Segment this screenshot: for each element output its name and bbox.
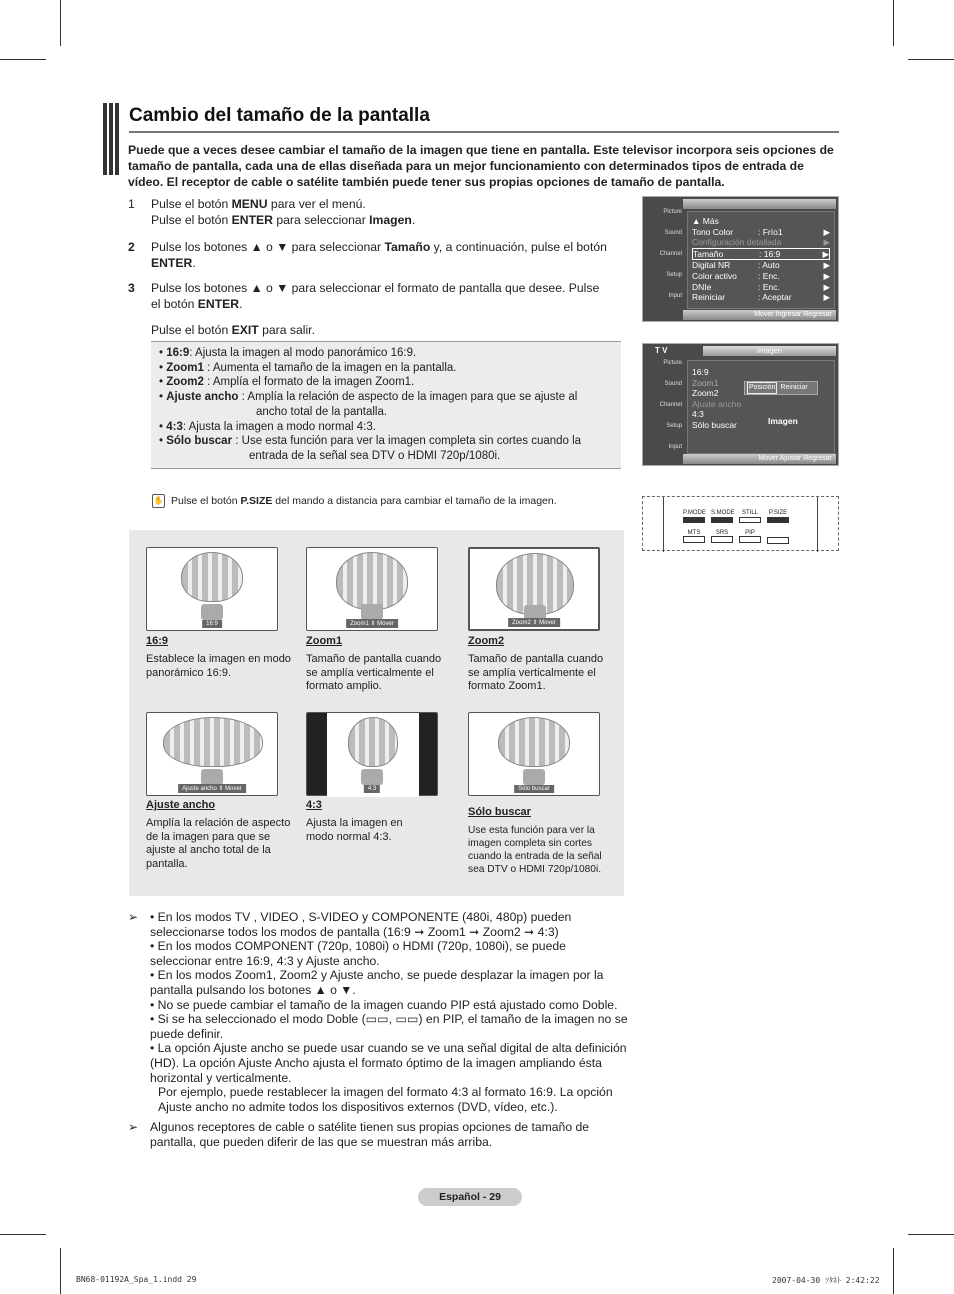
note-arrow-icon: ➢	[128, 1120, 139, 1135]
page-number: Español - 29	[418, 1188, 522, 1206]
remote-control-excerpt: P.MODE S.MODE STILL P.SIZE MTS SRS PIP	[642, 496, 839, 551]
balloon-image	[348, 717, 398, 767]
menu-panel: ▲ Más Tono Color : Frío1 ▶ Configuración detallada ▶ Tamaño : 16:9 ▶ Digital NR : Auto ▶ Color activo : Enc. ▶ DNIe : Enc. ▶ Reiniciar : Aceptar ▶	[687, 211, 835, 309]
crop-mark	[60, 0, 61, 46]
crop-mark	[0, 1234, 46, 1235]
thumb-zoom2: Zoom2 ⇕ Mover	[468, 547, 600, 631]
balloon-image	[181, 552, 243, 602]
date-slug: 2007-04-30 ｿﾀﾈﾄ 2:42:22	[772, 1276, 880, 1285]
crop-mark	[908, 1234, 954, 1235]
balloon-image	[163, 717, 263, 767]
remote-note-icon: ✋	[152, 494, 165, 508]
thumb-ajuste-ancho: Ajuste ancho ⇕ Mover	[146, 712, 278, 796]
pmode-button[interactable]	[683, 517, 705, 523]
menu-footer: Mover Ingresar Regresar	[683, 310, 836, 320]
psize-note: ✋ Pulse el botón P.SIZE del mando a distancia para cambiar el tamaño de la imagen.	[153, 494, 557, 507]
psize-button[interactable]	[767, 517, 789, 523]
tv-menu-picture	[642, 196, 839, 322]
menu-sidebar: Picture Sound Channel Setup Input	[659, 209, 682, 299]
size-options-box: • 16:9: Ajusta la imagen al modo panorámico 16:9. • Zoom1 : Aumenta el tamaño de la imagen en la pantalla. • Zoom2 : Amplía el formato de la imagen Zoom1. • Ajuste ancho : Amplía la relación de aspecto de la imagen para que se ajuste al ancho total de la pantalla. • 4:3: Ajusta la imagen a modo normal 4:3. • Sólo buscar : Use esta función para ver la imagen completa sin cortes cuando la entrada de la señal sea DTV o HDMI 720p/1080i.	[151, 341, 621, 469]
size-gallery: 16:9 Zoom1 ⇕ Mover Zoom2 ⇕ Mover 16:9 Establece la imagen en modo panorámico 16:9. Zoom1 Tamaño de pantalla cuando se amplía verticalmente el formato amplio. Zoom2 Tamaño de pantalla cuando se amplía verticalmente el formato Zoom1. Ajuste ancho ⇕ Mover 4:3 Sólo buscar Ajuste ancho Amplía la relación de aspecto de la imagen para que se ajuste al ancho total de la pantalla. 4:3 Ajusta la imagen en modo normal 4:3. Sólo buscar Use esta función para ver la imagen completa sin cortes cuando la entrada de la señal sea DTV o HDMI 720p/1080i.	[129, 530, 624, 896]
file-slug: BN68-01192A_Spa_1.indd 29	[76, 1275, 197, 1284]
section-header	[103, 103, 839, 133]
crop-mark	[893, 0, 894, 46]
thumb-16-9: 16:9	[146, 547, 278, 631]
thumb-4-3: 4:3	[306, 712, 438, 796]
note-arrow-icon: ➢	[128, 910, 139, 924]
balloon-image	[498, 717, 570, 767]
balloon-image	[336, 552, 408, 610]
crop-mark	[893, 1248, 894, 1294]
smode-button[interactable]	[711, 517, 733, 523]
additional-notes: ➢ • En los modos TV , VIDEO , S-VIDEO y COMPONENTE (480i, 480p) pueden seleccionarse todos los modos de pantalla (16:9 ➞ Zoom1 ➞ Zoom2 ➞ 4:3) • En los modos COMPONENT (720p, 1080i) o HDMI (720p, 1080i), se puede seleccionar entre 16:9, 4:3 y Ajuste ancho. • En los modos Zoom1, Zoom2 y Ajuste ancho, se puede desplazar la imagen por la pantalla pulsando los botones ▲ o ▼. • No se puede cambiar el tamaño de la imagen cuando PIP está ajustado como Doble. • Si se ha seleccionado el modo Doble (▭▭, ▭▭) en PIP, el tamaño de la imagen no se puede definir. • La opción Ajuste ancho se puede usar cuando se ve una señal digital de alta definición (HD). La opción Ajuste Ancho ajusta el formato óptimo de la imagen ampliando ésta horizontal y verticalmente. Por ejemplo, puede restablecer la imagen del formato 4:3 al formato 16:9. La opción Ajuste ancho no admite todos los dispositivos externos (DVD, vídeo, etc.). ➢ Algunos receptores de cable o satélite tienen sus propias opciones de tamaño de pantalla, que pueden diferir de las que se muestran más arriba.	[128, 910, 628, 1149]
still-button[interactable]	[739, 517, 761, 523]
title-bars-decoration	[103, 103, 121, 175]
position-button[interactable]: Posición	[747, 382, 777, 395]
up-arrow-icon: ▲	[692, 216, 701, 226]
crop-mark	[908, 59, 954, 60]
tv-menu-size: T V Imagen Picture Sound Channel Setup Input 16:9 Zoom1 Zoom2 Ajuste ancho 4:3 Sólo buscar Posición Reiniciar Imagen Mover Ajustar Regresar	[642, 343, 839, 466]
reset-button[interactable]: Reiniciar	[780, 383, 808, 391]
size-list: 16:9 Zoom1 Zoom2 Ajuste ancho 4:3 Sólo buscar Posición Reiniciar Imagen	[687, 360, 835, 454]
title-rule	[129, 131, 839, 133]
intro-paragraph: Puede que a veces desee cambiar el tamaño de la imagen que tiene en pantalla. Este televisor incorpora seis opciones de tamaño de pantalla, cada una de ellas diseñada para un mejor funcionamiento con determinados tipos de entrada de vídeo. El receptor de cable o satélite también puede tener sus propias opciones de tamaño de pantalla.	[128, 143, 834, 189]
crop-mark	[0, 59, 46, 60]
page-title: Cambio del tamaño de la pantalla	[129, 105, 430, 126]
menu-row-selected[interactable]: Tamaño : 16:9 ▶	[693, 248, 829, 259]
thumb-zoom1: Zoom1 ⇕ Mover	[306, 547, 438, 631]
crop-mark	[60, 1248, 61, 1294]
thumb-solo-buscar: Sólo buscar	[468, 712, 600, 796]
